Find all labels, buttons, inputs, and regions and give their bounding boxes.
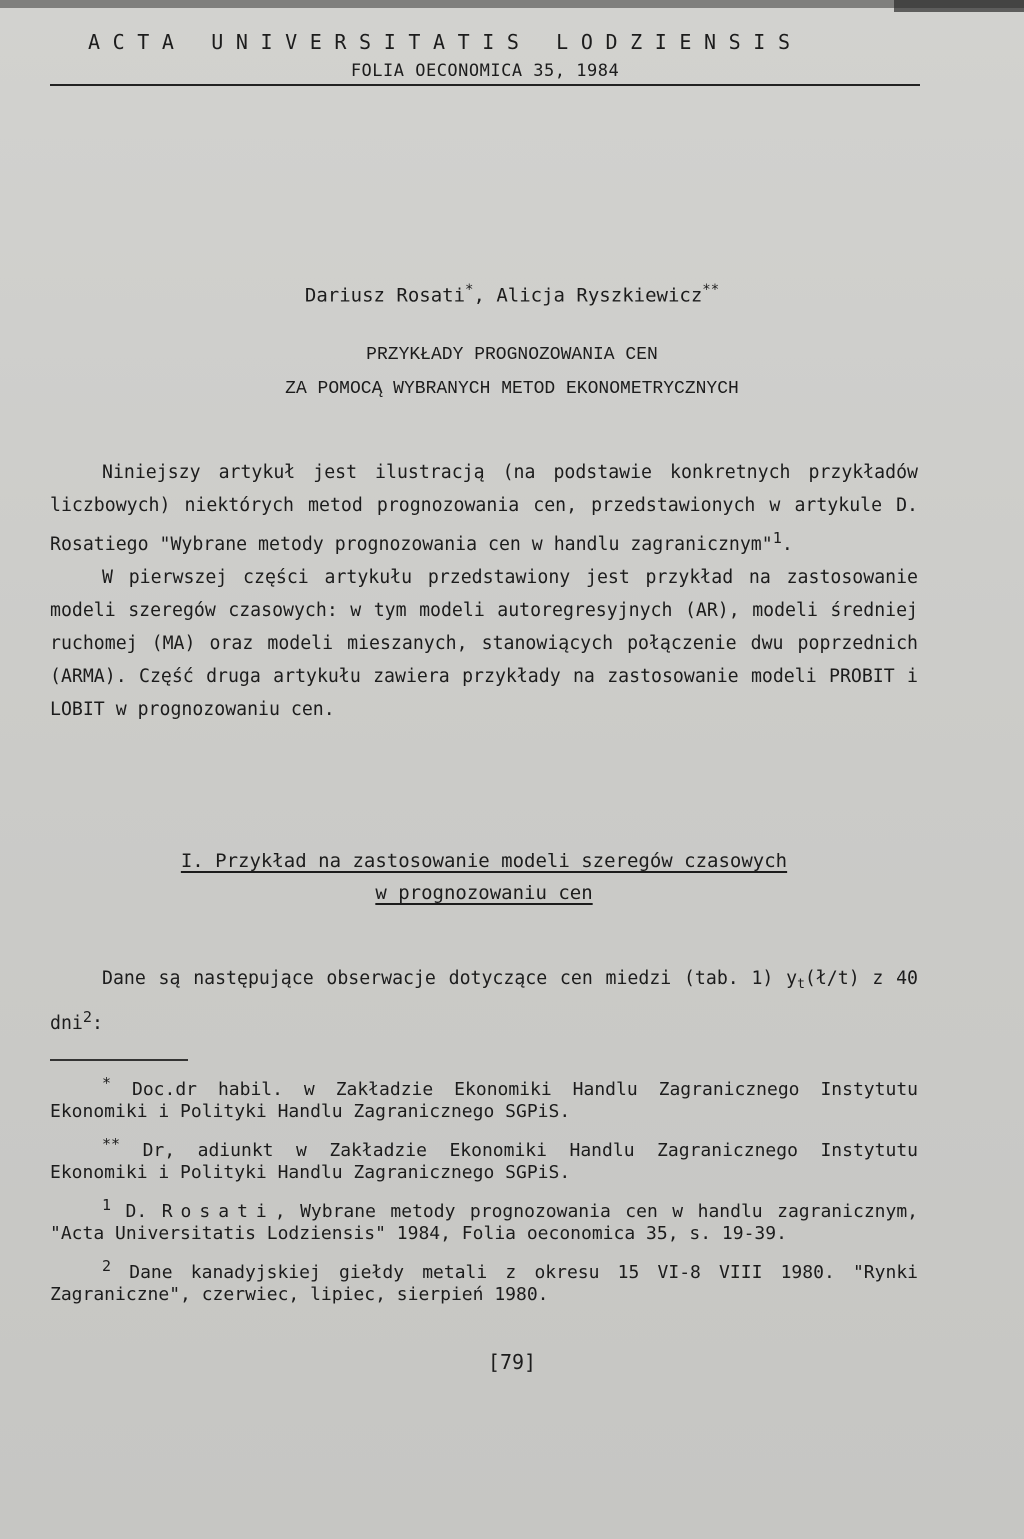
footnote-2 — [50, 1133, 918, 1184]
variable-subscript: t — [797, 977, 805, 992]
title-line-1: PRZYKŁADY PROGNOZOWANIA CEN — [366, 345, 658, 365]
footnote-3-mark: 1 — [102, 1196, 112, 1214]
header-rule — [50, 84, 920, 86]
author-1-mark: * — [465, 282, 474, 298]
journal-header — [50, 30, 920, 86]
scan-top-border — [0, 0, 1024, 8]
page-number: [79] — [487, 1350, 537, 1374]
unit: (ł/t) — [804, 968, 860, 989]
footnote-ref-1: 1 — [772, 529, 782, 547]
data-paragraph — [50, 962, 918, 1040]
footnote-3-author: Rosati — [161, 1201, 275, 1222]
footnote-separator — [50, 1059, 188, 1061]
article-title — [0, 338, 1024, 406]
title-line-2: ZA POMOCĄ WYBRANYCH METOD EKONOMETRYCZNYCH — [285, 379, 739, 399]
footnote-3-text: , Wybrane metody prognozowania cen w handlu zagranicznym, "Acta Universitatis Lodziensis" 1984, Folia oeconomica 35, s. 19-39. — [50, 1201, 918, 1244]
footnote-3 — [50, 1194, 918, 1245]
footnote-2-mark: ** — [102, 1135, 121, 1153]
section-heading-line-2: w prognozowaniu cen — [375, 882, 593, 904]
series-info: FOLIA OECONOMICA 35, 1984 — [350, 61, 620, 81]
scan-corner-shadow — [894, 0, 1024, 12]
footnote-1-text: Doc.dr habil. w Zakładzie Ekonomiki Handlu Zagranicznego Instytutu Ekonomiki i Polityki Handlu Zagranicznego SGPiS. — [50, 1079, 918, 1122]
data-text: Dane są następujące obserwacje dotyczące cen miedzi (tab. 1) — [102, 968, 774, 989]
footnote-1-mark: * — [102, 1074, 112, 1092]
section-heading — [50, 845, 918, 909]
footnote-4 — [50, 1255, 918, 1306]
footnote-ref-2: 2 — [82, 1008, 92, 1026]
footnote-2-text: Dr, adiunkt w Zakładzie Ekonomiki Handlu Zagranicznego Instytutu Ekonomiki i Polityki Handlu Zagranicznego SGPiS. — [50, 1140, 918, 1183]
author-2: Alicja Ryszkiewicz — [496, 284, 703, 307]
intro-p1-end: . — [781, 534, 793, 556]
introduction — [50, 456, 918, 726]
journal-name: ACTA UNIVERSITATIS LODZIENSIS — [88, 30, 803, 54]
footnotes — [50, 1072, 918, 1316]
intro-p1-text: Niniejszy artykuł jest ilustracją (na podstawie konkretnych przykładów liczbowych) niektórych metod prognozowania cen, przedstawionych w artykule D. Rosatiego "Wybrane metody prognozowania cen w handlu zagranicznym" — [50, 462, 918, 556]
data-rest: z 40 dni — [50, 968, 918, 1035]
variable-y: y — [786, 968, 798, 989]
author-1: Dariusz Rosati — [304, 284, 466, 307]
section-heading-line-1: I. Przykład na zastosowanie modeli szeregów czasowych — [180, 850, 788, 872]
footnote-4-mark: 2 — [102, 1257, 112, 1275]
author-2-mark: ** — [702, 282, 720, 298]
data-end: : — [91, 1013, 103, 1035]
footnote-1 — [50, 1072, 918, 1123]
intro-paragraph-1 — [50, 456, 918, 561]
footnote-4-text: Dane kanadyjskiej giełdy metali z okresu 15 VI-8 VIII 1980. "Rynki Zagraniczne", czerwiec, lipiec, sierpień 1980. — [50, 1262, 918, 1305]
authors: Dariusz Rosati*, Alicja Ryszkiewicz** — [304, 282, 720, 307]
intro-paragraph-2: W pierwszej części artykułu przedstawiony jest przykład na zastosowanie modeli szeregów czasowych: w tym modeli autoregresyjnych (AR), modeli średniej ruchomej (MA) oraz modeli mieszanych, stanowiących połączenie dwu poprzednich (ARMA). Część druga artykułu zawiera przykłady na zastosowanie modeli PROBIT i LOBIT w prognozowaniu cen. — [50, 567, 918, 721]
footnote-3-initial: D. — [125, 1201, 148, 1222]
